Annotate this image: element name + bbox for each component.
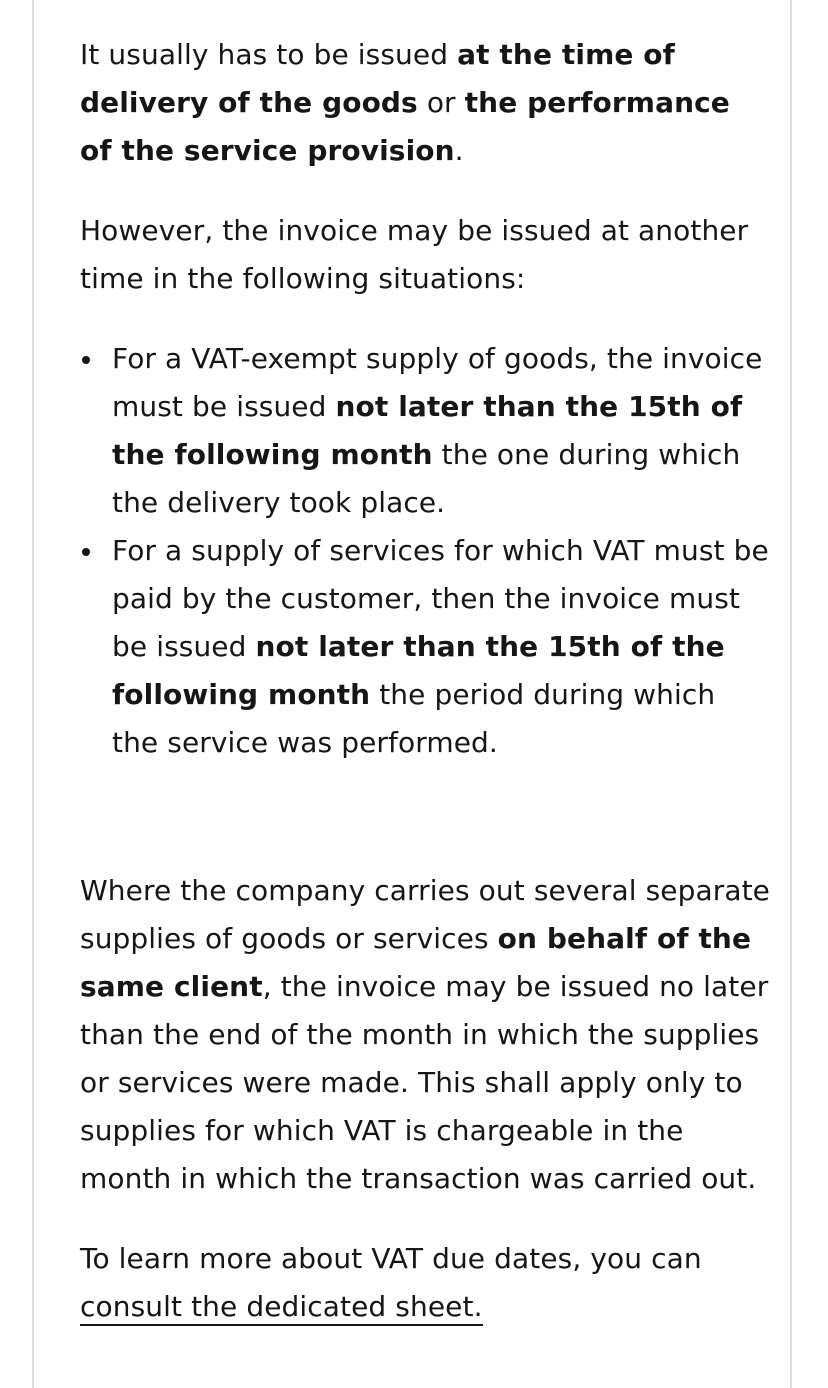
text-segment: For a VAT-exempt supply of goods, the invoice must be issued: [112, 342, 763, 423]
text-segment: For a supply of services for which VAT must be paid by the customer, then the invoice must be issued: [112, 534, 769, 663]
text-segment: the one during which the delivery took place.: [112, 438, 741, 519]
paragraph-issue-timing: [80, 31, 770, 175]
exceptions-list: [80, 335, 770, 767]
text-segment: or: [417, 86, 465, 119]
paragraph-several-supplies: [80, 867, 770, 1203]
paragraph-exceptions-intro: However, the invoice may be issued at another time in the following situations:: [80, 214, 749, 295]
text-segment: Where the company carries out several separate supplies of goods or services: [80, 874, 770, 955]
bold-text: not later than the 15th of the following month: [112, 630, 725, 711]
text-segment: , the invoice may be issued no later than the end of the month in which the supplies or services were made. This shall apply only to supplies for which VAT is chargeable in the month in which the transaction was carried out.: [80, 970, 769, 1195]
text-segment: .: [454, 134, 464, 167]
bold-text: at the time of delivery of the goods: [80, 38, 675, 119]
bold-text: not later than the 15th of the following month: [112, 390, 743, 471]
list-item: [80, 335, 770, 527]
bold-text: the performance of the service provision: [80, 86, 730, 167]
text-segment: the period during which the service was performed.: [112, 678, 716, 759]
bold-text: on behalf of the same client: [80, 922, 752, 1003]
text-segment: To learn more about VAT due dates, you can: [80, 1242, 702, 1275]
list-item: [80, 527, 770, 767]
paragraph-learn-more: [80, 1235, 770, 1331]
article-body: [80, 31, 770, 1331]
text-segment: It usually has to be issued: [80, 38, 458, 71]
dedicated-sheet-link[interactable]: consult the dedicated sheet.: [80, 1290, 483, 1326]
